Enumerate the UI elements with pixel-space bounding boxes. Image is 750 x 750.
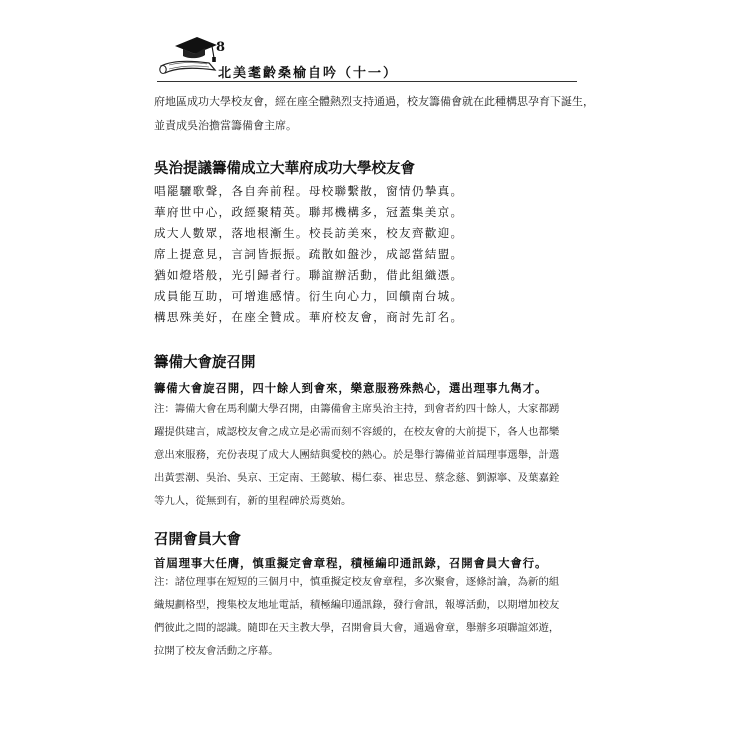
note-line: 意出來服務，充份表現了成大人團結與愛校的熱心。於是舉行籌備並首屆理事選舉，計選 (154, 449, 560, 461)
poem-line: 席上提意見，言詞皆振振。疏散如盤沙，成認當結盟。 (154, 247, 464, 261)
poem-line: 唱罷驪歌聲，各自奔前程。母校聯繫散，窗情仍摯真。 (154, 184, 464, 198)
verse-line: 籌備大會旋召開，四十餘人到會來，樂意服務殊熱心，選出理事九雋才。 (154, 381, 548, 395)
note-line: 注：諸位理事在短短的三個月中，慎重擬定校友會章程，多次聚會，逐條討論，為新的組 (154, 576, 560, 588)
note-line: 織規劃格型，搜集校友地址電話，積極編印通訊錄，發行會訊，報導活動，以期增加校友 (154, 599, 560, 611)
section-heading: 吳治提議籌備成立大華府成功大學校友會 (154, 161, 415, 177)
note-line: 們彼此之間的認識。隨即在天主教大學，召開會員大會，通過會章，舉辦多項聯誼郊遊， (154, 622, 560, 634)
note-line: 等九人，從無到有，新的里程碑於焉奠始。 (154, 495, 352, 507)
section-heading: 召開會員大會 (154, 532, 241, 548)
section-heading: 籌備大會旋召開 (154, 355, 256, 371)
poem-line: 華府世中心，政經聚精英。聯邦機構多，冠蓋集美京。 (154, 205, 464, 219)
note-paragraph (154, 398, 559, 513)
poem-line: 成員能互助，可增進感情。衍生向心力，回饋南台城。 (154, 289, 464, 303)
note-line: 出黃雲潮、吳治、吳京、王定南、王懿敏、楊仁泰、崔忠昱、蔡念慈、劉源寧、及葉嘉銓 (154, 472, 560, 484)
note-line: 躍提供建言，咸認校友會之成立是必需而刻不容緩的，在校友會的大前提下，各人也都樂 (154, 426, 560, 438)
poem-line: 構思殊美好，在座全贊成。華府校友會，商討先訂名。 (154, 310, 464, 324)
header-divider (157, 81, 577, 82)
note-line: 拉開了校友會活動之序幕。 (154, 645, 279, 657)
note-line: 注：籌備大會在馬利蘭大學召開，由籌備會主席吳治主持，到會者約四十餘人，大家都踴 (154, 403, 560, 415)
poem-line: 成大人數眾，落地根漸生。校長訪美來，校友齊歡迎。 (154, 226, 464, 240)
note-paragraph (154, 571, 559, 663)
verse-line: 首屆理事大任膺，慎重擬定會章程，積極編印通訊錄，召開會員大會行。 (154, 556, 548, 570)
poem (154, 181, 463, 328)
book-title: 北美耄齡桑榆自吟（十一） (218, 66, 399, 81)
intro-paragraph (154, 90, 594, 138)
poem-line: 猶如燈塔般，光引歸者行。聯誼辦活動，借此組織憑。 (154, 268, 464, 282)
intro-line: 並責成吳治擔當籌備會主席。 (154, 119, 297, 132)
page-number: 8 (216, 40, 226, 55)
intro-line: 府地區成功大學校友會，經在座全體熱烈支持通過，校友籌備會就在此種構思孕育下誕生， (154, 95, 594, 108)
